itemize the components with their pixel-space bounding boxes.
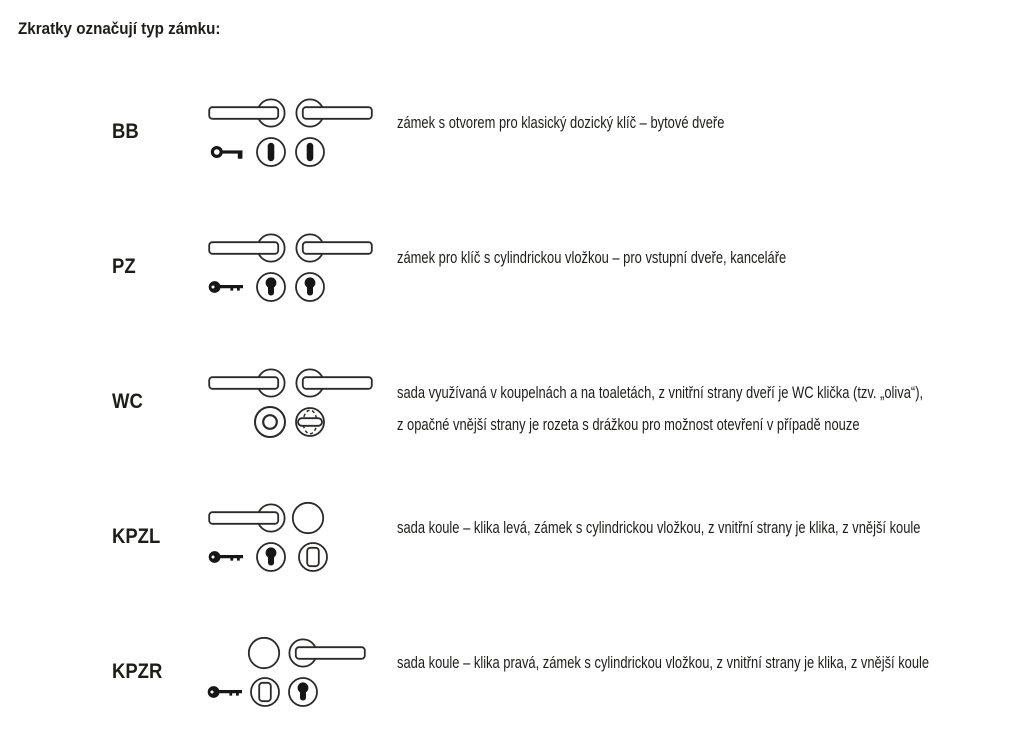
legend-row-kpzl — [0, 470, 1011, 605]
pz-keyhole-rosette-icon — [254, 540, 288, 574]
pz-keyhole-rosette-icon — [293, 270, 327, 304]
knob-icon — [290, 500, 326, 536]
page-title: Zkratky označují typ zámku: — [18, 20, 221, 38]
lock-description — [397, 242, 909, 274]
pz-keyhole-rosette-icon — [286, 675, 320, 709]
description-line: sada využívaná v koupelnách a na toaletách, z vnitřní strany dveří je WC klička (tzv. „oliva“), — [397, 383, 924, 402]
wc-groove-rosette-icon — [252, 404, 288, 440]
lock-description — [397, 647, 1011, 679]
lock-code-label: BB — [112, 120, 139, 143]
bb-keyhole-rosette-icon — [254, 135, 288, 169]
lock-code-label: PZ — [112, 255, 136, 278]
description-line: z opačné vnější strany je rozeta s drážkou pro možnost otevření v případě nouze — [397, 415, 860, 434]
lock-description — [397, 107, 828, 139]
legend-row-kpzr — [0, 605, 1011, 740]
lever-handle-right-icon — [295, 230, 373, 266]
blind-rosette-icon — [248, 675, 282, 709]
lock-description — [397, 377, 1011, 441]
lock-description — [397, 512, 1011, 544]
description-line: sada koule – klika levá, zámek s cylindrickou vložkou, z vnitřní strany je klika, z vnější koule — [397, 518, 921, 537]
lock-code-label: KPZR — [112, 660, 163, 683]
cylinder-key-icon — [208, 278, 246, 296]
legend-row-wc — [0, 335, 1011, 470]
bb-keyhole-rosette-icon — [293, 135, 327, 169]
description-line: zámek pro klíč s cylindrickou vložkou – pro vstupní dveře, kanceláře — [397, 248, 787, 267]
description-line: zámek s otvorem pro klasický dozický klíč – bytové dveře — [397, 113, 725, 132]
bit-key-icon — [210, 142, 244, 162]
cylinder-key-icon — [207, 683, 245, 701]
lever-handle-left-icon — [208, 230, 286, 266]
legend-row-bb — [0, 65, 1011, 200]
lock-code-label: WC — [112, 390, 143, 413]
lever-handle-right-icon — [288, 635, 366, 671]
lever-handle-right-icon — [295, 95, 373, 131]
description-line: sada koule – klika pravá, zámek s cylindrickou vložkou, z vnitřní strany je klika, z vnější koule — [397, 653, 930, 672]
lever-handle-left-icon — [208, 365, 286, 401]
legend-row-pz — [0, 200, 1011, 335]
lever-handle-left-icon — [208, 95, 286, 131]
lever-handle-left-icon — [208, 500, 286, 536]
wc-oliva-thumbturn-icon — [293, 405, 327, 439]
lever-handle-right-icon — [295, 365, 373, 401]
lock-code-label: KPZL — [112, 525, 161, 548]
blind-rosette-icon — [296, 540, 330, 574]
knob-icon — [246, 635, 282, 671]
pz-keyhole-rosette-icon — [254, 270, 288, 304]
cylinder-key-icon — [208, 548, 246, 566]
